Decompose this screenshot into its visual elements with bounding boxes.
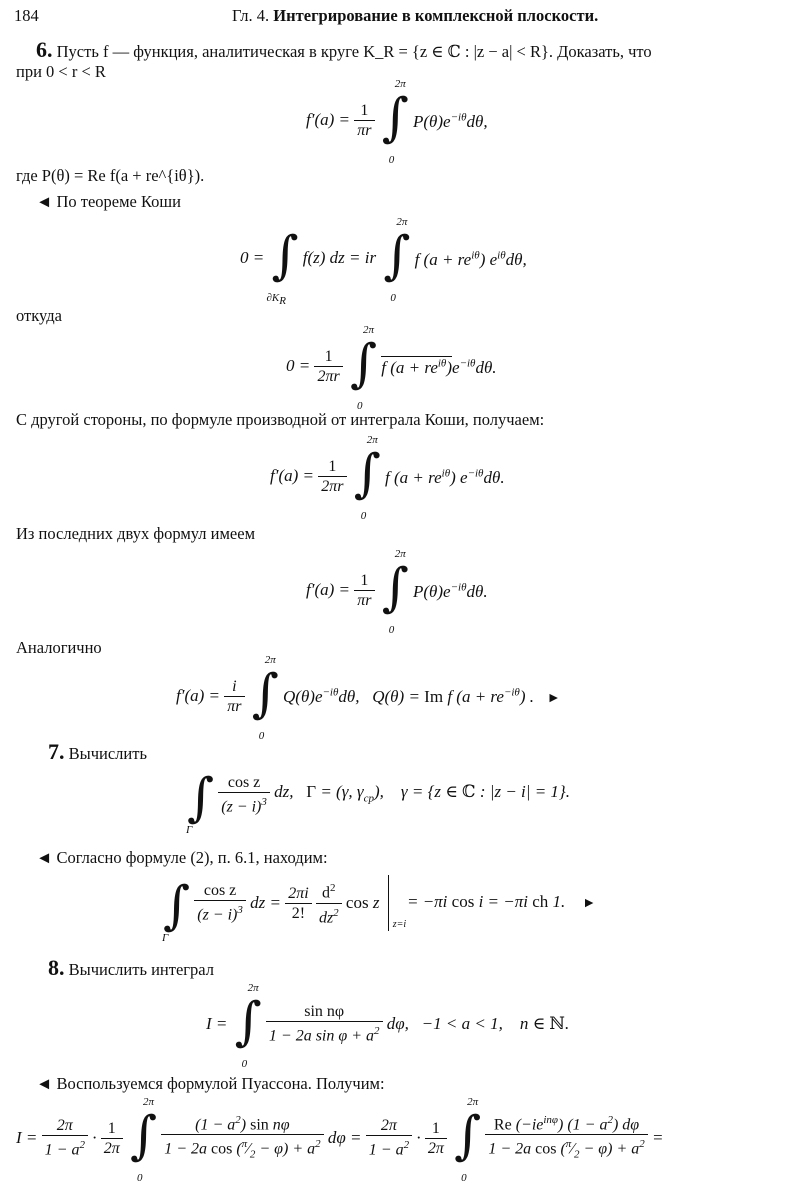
problem-8-statement	[48, 955, 215, 980]
whence-text: откуда	[16, 306, 62, 325]
p7-solution-intro: ◄ Согласно формуле (2), п. 6.1, находим:	[36, 848, 328, 867]
formula-5: f′(a) = $\frac{1}{\pi r}$ ∫ 2π 0 $P(\theta)e^{-i\theta}d\theta$.	[306, 548, 488, 636]
problem-7-statement	[48, 739, 147, 764]
problem-6-statement	[36, 37, 652, 62]
statement-line-2: при 0 < r < R	[16, 62, 106, 81]
statement-line: Пусть f — функция, аналитическая в круге K_R = {z ∈ ℂ : |z − a| < R}. Доказать, что	[56, 42, 652, 61]
similarly-text: Аналогично	[16, 638, 102, 657]
formula-9: I = ∫ 2π 0 $\frac{\text{sin nφ}}{1 - 2a \sin \varphi + a^2}$ dφ, −1 < a < 1, n ∈ ℕ.	[206, 982, 570, 1070]
problem-number: 6.	[36, 37, 53, 62]
where-text: где P(θ) = Re f(a + re^{iθ}).	[16, 166, 205, 185]
formula-4: f′(a) = $\frac{1}{2\pi r}$ ∫ 2π 0 f $(a + re^{i\theta})$ $e^{-i\theta}d\theta$.	[270, 434, 505, 522]
formula-7: ∫ Γ $\frac{\text{cos z}}{(z - i)^3}$ dz, Γ = (γ, $\gamma_{cp}$), γ = {z ∈ ℂ : |z − i| = 1}.	[186, 768, 570, 836]
formula-6: f′(a) = $\frac{i}{\pi r}$ ∫ 2π 0 $Q(\theta)e^{-i\theta}d\theta$, Q(θ) = Im f $(a + re^{-i\theta})$ . ►	[176, 654, 561, 742]
cauchy-intro: ◄ По теореме Коши	[36, 192, 181, 211]
formula-2: 0 = ∫ $\partial K_R$ f(z) dz = ir ∫ 2π 0 f $(a + re^{i\theta})$ $e^{i\theta}d\theta$,	[240, 216, 527, 308]
other-side-text: С другой стороны, по формуле производной от интеграла Коши, получаем:	[16, 410, 545, 429]
from-last-two-text: Из последних двух формул имеем	[16, 524, 256, 543]
running-title	[232, 6, 598, 26]
p8-solution-intro: ◄ Воспользуемся формулой Пуассона. Получим:	[36, 1074, 385, 1093]
task-text: Вычислить интеграл	[68, 960, 215, 979]
problem-number: 7.	[48, 739, 65, 764]
task-text: Вычислить	[68, 744, 147, 763]
problem-number: 8.	[48, 955, 65, 980]
chapter-label: Гл. 4.	[232, 6, 270, 25]
formula-10: I = $\frac{2\pi}{1 - a^2}$ · $\frac{1}{2\pi}$ ∫ 2π 0 $\frac{(1 - a^2) \sin n\varphi}{1 - 2a \cos (^\pi⁄_2 - \varphi) + a^2}$ dφ = $\frac{2\pi}{1 - a^2}$ · $\frac{1}{2\pi}$ ∫ 2π 0 $\frac{Re (-ie^{in\varphi}) (1 - a^2) d\varphi}{1 - 2a \cos (^\pi⁄_2 - \varphi) + a^2}$ =	[16, 1096, 664, 1184]
formula-1: f′(a) = $\frac{1}{\pi r}$ ∫ 2π 0 $P(\theta)e^{-i\theta}d\theta$,	[306, 78, 488, 166]
page-number: 184	[14, 6, 39, 25]
formula-3: 0 = $\frac{1}{2\pi r}$ ∫ 2π 0 f $(a + re^{i\theta})e^{-i\theta}d\theta$.	[286, 324, 497, 412]
chapter-title: Интегрирование в комплексной плоскости.	[273, 6, 599, 25]
formula-8: ∫ Γ $\frac{\text{cos z}}{(z - i)^3}$ dz = $\frac{2\pi i}{2!}$ $\frac{d^2}{dz^2}$ cos z z=i = −πi cos i = −πi ch 1. ►	[162, 876, 597, 944]
